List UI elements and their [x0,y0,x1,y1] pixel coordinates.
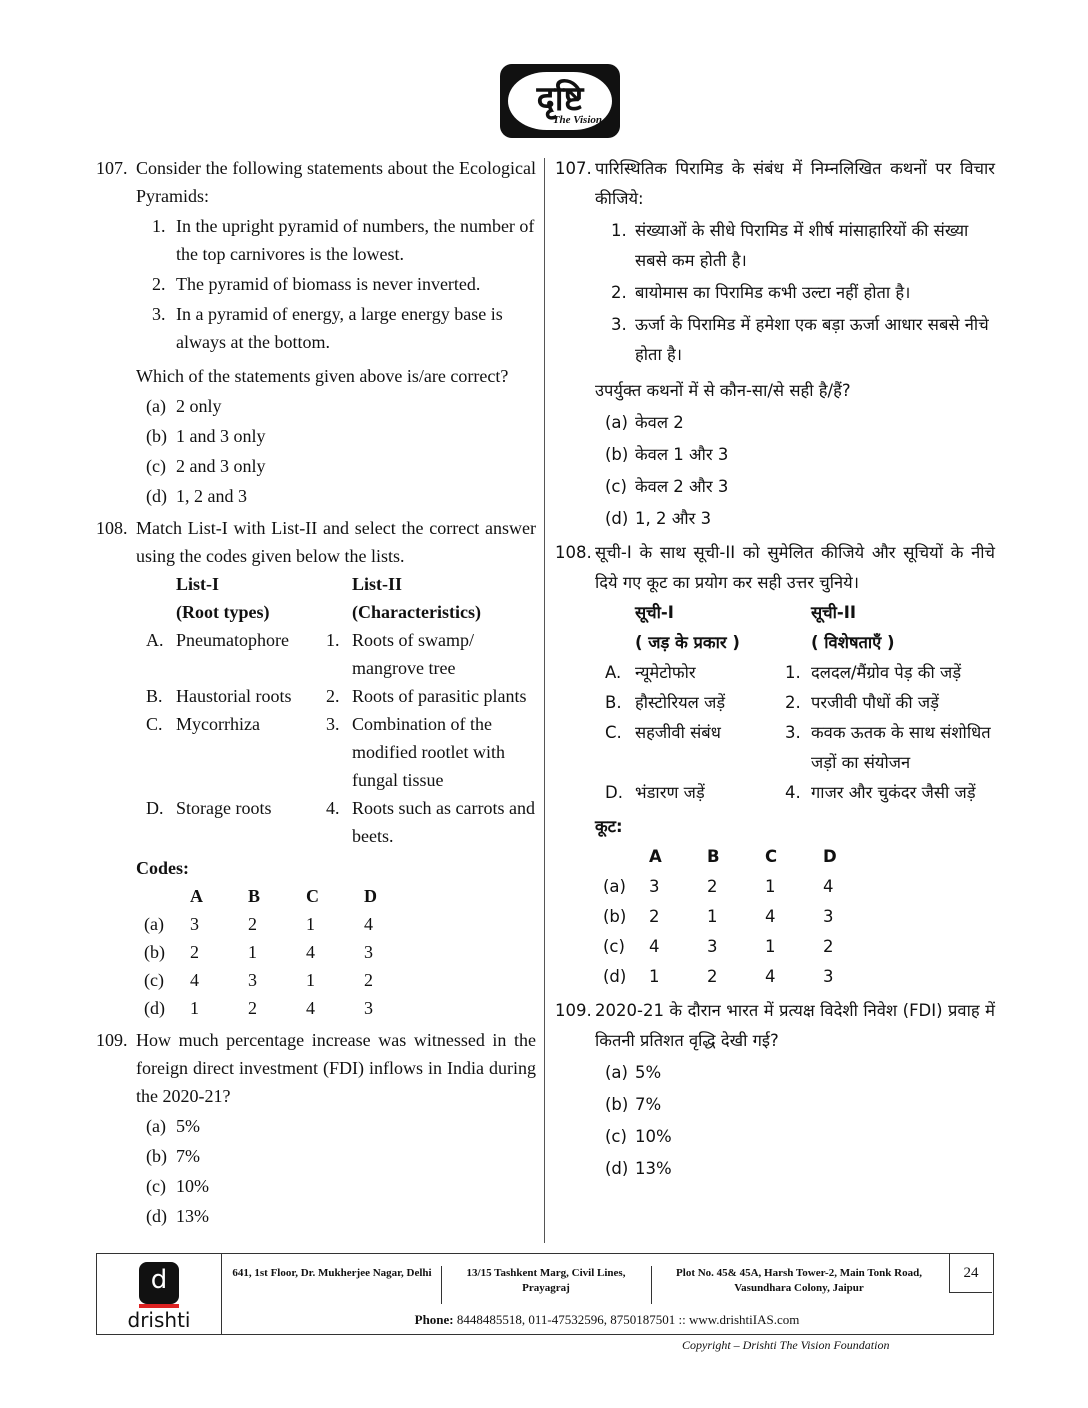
option-key: (a) [146,1116,166,1136]
option-text: 7% [635,1095,662,1114]
codes-header: B [248,886,261,906]
address-jaipur: Plot No. 45& 45A, Harsh Tower-2, Main Tonk Road, Vasundhara Colony, Jaipur [676,1267,922,1294]
codes-value: 3 [190,914,199,934]
codes-value: 2 [649,907,660,926]
question-prompt: Which of the statements given above is/are correct? [136,366,509,386]
codes-value: 1 [248,942,257,962]
match-lists [146,570,536,850]
option-key: (c) [605,477,627,496]
list2-item: दलदल/मैंग्रोव पेड़ की जड़ें [811,663,962,682]
codes-table [144,882,422,1022]
list1-key: A. [146,630,164,650]
list2-key: 3. [326,714,340,734]
list2-key: 1. [326,630,340,650]
codes-header: D [823,847,837,866]
option-item [595,1058,995,1088]
question-108 [96,514,536,1022]
codes-value: 1 [190,998,199,1018]
question-number: 109. [555,1001,592,1020]
list2-item: Roots of swamp/ mangrove tree [352,630,475,678]
codes-row [144,938,422,966]
codes-row [144,910,422,938]
statement-item [136,300,536,356]
codes-row [603,932,881,962]
codes-value: 3 [823,907,834,926]
statement-number: 2. [152,274,166,294]
spacer [326,570,352,598]
spacer [785,628,811,658]
option-item [136,1172,536,1200]
spacer [146,598,176,626]
option-item [595,1090,995,1120]
codes-option: (a) [144,914,164,934]
option-item [136,1112,536,1140]
codes-value: 3 [248,970,257,990]
option-item [595,408,995,438]
question-number: 107. [555,159,592,178]
list1-title: सूची-I [635,603,674,622]
statement-number: 1. [611,221,627,240]
codes-value: 3 [649,877,660,896]
codes-value: 1 [306,914,315,934]
list2-key: 3. [785,723,801,742]
codes-value: 3 [823,967,834,986]
option-item [136,1202,536,1230]
statement-item [595,310,995,370]
option-key: (d) [605,1159,629,1178]
spacer [326,598,352,626]
list1-item: हौस्टोरियल जड़ें [635,693,726,712]
codes-row [144,966,422,994]
question-number: 108. [555,543,592,562]
codes-header: C [765,847,778,866]
codes-option: (d) [144,998,165,1018]
codes-label: Codes: [136,858,189,878]
option-text: 7% [176,1146,200,1166]
codes-value: 2 [248,914,257,934]
codes-value: 1 [649,967,660,986]
codes-value: 4 [765,967,776,986]
list1-key: C. [146,714,163,734]
statement-text: ऊर्जा के पिरामिड में हमेशा एक बड़ा ऊर्जा आधार सबसे नीचे होता है। [635,315,989,364]
statement-number: 3. [611,315,627,334]
statement-text: In a pyramid of energy, a large energy base is always at the bottom. [176,304,503,352]
option-key: (b) [605,445,629,464]
list1-key: A. [605,663,622,682]
list1-item: Haustorial roots [176,686,292,706]
codes-header: D [364,886,377,906]
statement-number: 3. [152,304,166,324]
codes-value: 1 [707,907,718,926]
option-item [136,422,536,450]
codes-row [603,902,881,932]
question-107 [96,154,536,510]
copyright: Copyright – Drishti The Vision Foundation [682,1338,890,1352]
option-text: 1 and 3 only [176,426,266,446]
logo-hindi-text: दृष्टि [536,79,584,119]
option-key: (c) [146,456,166,476]
list1-item: Pneumatophore [176,630,289,650]
option-item [595,504,995,534]
option-text: केवल 2 और 3 [635,477,729,496]
statement-item [595,216,995,276]
codes-value: 2 [190,942,199,962]
codes-option: (a) [603,877,626,896]
option-text: 1, 2 and 3 [176,486,247,506]
footer-contact: Phone: 8448485518, 011-47532596, 8750187501 :: www.drishtiIAS.com [414,1312,800,1327]
page-footer [96,1253,994,1335]
list1-subtitle: (Root types) [176,602,270,622]
list2-title: List-II [352,574,403,594]
codes-header: C [306,886,319,906]
statement-item [136,270,536,298]
option-item [595,1122,995,1152]
option-key: (a) [146,396,166,416]
question-number: 108. [96,518,128,538]
codes-value: 1 [765,937,776,956]
page-number: 24 [949,1254,992,1293]
option-item [136,452,536,480]
codes-value: 2 [707,967,718,986]
codes-value: 4 [823,877,834,896]
list2-subtitle: ( विशेषताएँ ) [811,633,895,652]
codes-value: 4 [306,998,315,1018]
option-text: 1, 2 और 3 [635,509,712,528]
codes-value: 4 [306,942,315,962]
list1-key: D. [146,798,164,818]
question-text: How much percentage increase was witnessed in the foreign direct investment (FDI) inflows in India during the 2020-21? [136,1030,536,1106]
codes-value: 3 [707,937,718,956]
codes-option: (c) [603,937,625,956]
codes-header: B [707,847,720,866]
drishti-logo [500,64,620,138]
statement-item [136,212,536,268]
statement-item [595,278,995,308]
statement-text: संख्याओं के सीधे पिरामिड में शीर्ष मांसाहारियों की संख्या सबसे कम होती है। [635,221,969,270]
codes-header: A [649,847,662,866]
option-text: 13% [635,1159,672,1178]
codes-option: (b) [603,907,627,926]
list2-key: 2. [785,693,801,712]
codes-option: (b) [144,942,165,962]
list1-key: B. [146,686,163,706]
list1-key: C. [605,723,622,742]
statement-text: In the upright pyramid of numbers, the number of the top carnivores is the lowest. [176,216,535,264]
option-key: (b) [146,426,167,446]
footer-logo [97,1254,222,1334]
list2-title: सूची-II [811,603,857,622]
statement-text: The pyramid of biomass is never inverted. [176,274,481,294]
list1-key: D. [605,783,623,802]
codes-value: 2 [248,998,257,1018]
codes-value: 2 [707,877,718,896]
question-108 [555,538,995,992]
question-text: सूची-I के साथ सूची-II को सुमेलित कीजिये और सूचियों के नीचे दिये गए कूट का प्रयोग कर सही उत्तर चुनिये। [595,543,995,592]
codes-row [144,994,422,1022]
option-item [595,472,995,502]
option-key: (b) [605,1095,629,1114]
codes-row [603,962,881,992]
statement-text: बायोमास का पिरामिड कभी उल्टा नहीं होता है। [635,283,911,302]
codes-value: 4 [190,970,199,990]
codes-value: 3 [364,998,373,1018]
spacer [605,628,635,658]
list2-item: गाजर और चुकंदर जैसी जड़ें [811,783,976,802]
option-item [595,440,995,470]
address-prayagraj: 13/15 Tashkent Marg, Civil Lines, Prayagraj [466,1267,626,1294]
list1-item: Storage roots [176,798,272,818]
option-key: (d) [605,509,629,528]
codes-value: 4 [765,907,776,926]
option-key: (d) [146,486,167,506]
option-text: केवल 1 और 3 [635,445,729,464]
codes-value: 2 [364,970,373,990]
codes-value: 1 [306,970,315,990]
address-delhi: 641, 1st Floor, Dr. Mukherjee Nagar, Delhi [232,1267,432,1279]
hindi-column [555,154,995,1188]
codes-value: 4 [649,937,660,956]
list2-subtitle: (Characteristics) [352,602,481,622]
list1-item: Mycorrhiza [176,714,260,734]
list2-item: कवक ऊतक के साथ संशोधित जड़ों का संयोजन [811,723,991,772]
list2-item: Roots such as carrots and beets. [352,798,535,846]
match-lists [605,598,995,808]
question-109 [555,996,995,1184]
question-number: 107. [96,158,128,178]
option-key: (c) [605,1127,627,1146]
option-text: 2 only [176,396,222,416]
statement-number: 2. [611,283,627,302]
option-text: 10% [176,1176,209,1196]
codes-option: (d) [603,967,627,986]
option-item [136,482,536,510]
option-item [595,1154,995,1184]
codes-option: (c) [144,970,164,990]
list2-key: 4. [326,798,340,818]
footer-logo-letter: d [150,1265,168,1295]
spacer [785,598,811,628]
question-text: पारिस्थितिक पिरामिड के संबंध में निम्नलिखित कथनों पर विचार कीजिये: [595,159,995,208]
option-key: (b) [146,1146,167,1166]
spacer [605,598,635,628]
option-text: 10% [635,1127,672,1146]
option-text: 13% [176,1206,209,1226]
column-divider [544,158,545,1243]
codes-value: 3 [364,942,373,962]
list1-key: B. [605,693,622,712]
option-item [136,1142,536,1170]
option-text: केवल 2 [635,413,684,432]
option-key: (d) [146,1206,167,1226]
list2-item: परजीवी पौधों की जड़ें [811,693,939,712]
list2-key: 1. [785,663,801,682]
codes-label: कूट: [595,817,623,836]
list1-item: न्यूमेटोफोर [635,663,696,682]
option-item [136,392,536,420]
question-text: Consider the following statements about the Ecological Pyramids: [136,158,536,206]
list2-item: Roots of parasitic plants [352,686,527,706]
option-key: (c) [146,1176,166,1196]
list1-item: भंडारण जड़ें [635,783,705,802]
list1-item: सहजीवी संबंध [635,723,721,742]
question-109 [96,1026,536,1230]
list1-subtitle: ( जड़ के प्रकार ) [635,633,740,652]
codes-value: 2 [823,937,834,956]
codes-table [603,842,881,992]
list2-key: 2. [326,686,340,706]
logo-english-text: The Vision [552,114,602,126]
list2-key: 4. [785,783,801,802]
option-key: (a) [605,413,628,432]
statement-number: 1. [152,216,166,236]
footer-brand: drishti [127,1308,191,1332]
list2-item: Combination of the modified rootlet with fungal tissue [352,714,505,790]
spacer [146,570,176,598]
question-text: 2020-21 के दौरान भारत में प्रत्यक्ष विदेशी निवेश (FDI) प्रवाह में कितनी प्रतिशत वृद्धि देखी गई? [595,1001,995,1050]
option-text: 2 and 3 only [176,456,266,476]
english-column [96,154,536,1234]
question-prompt: उपर्युक्त कथनों में से कौन-सा/से सही है/हैं? [595,381,851,400]
question-107 [555,154,995,534]
codes-value: 1 [765,877,776,896]
codes-value: 4 [364,914,373,934]
question-text: Match List-I with List-II and select the correct answer using the codes given below the lists. [136,518,536,566]
codes-header: A [190,886,203,906]
codes-row [603,872,881,902]
option-text: 5% [176,1116,200,1136]
list1-title: List-I [176,574,220,594]
option-text: 5% [635,1063,662,1082]
question-number: 109. [96,1030,128,1050]
option-key: (a) [605,1063,628,1082]
